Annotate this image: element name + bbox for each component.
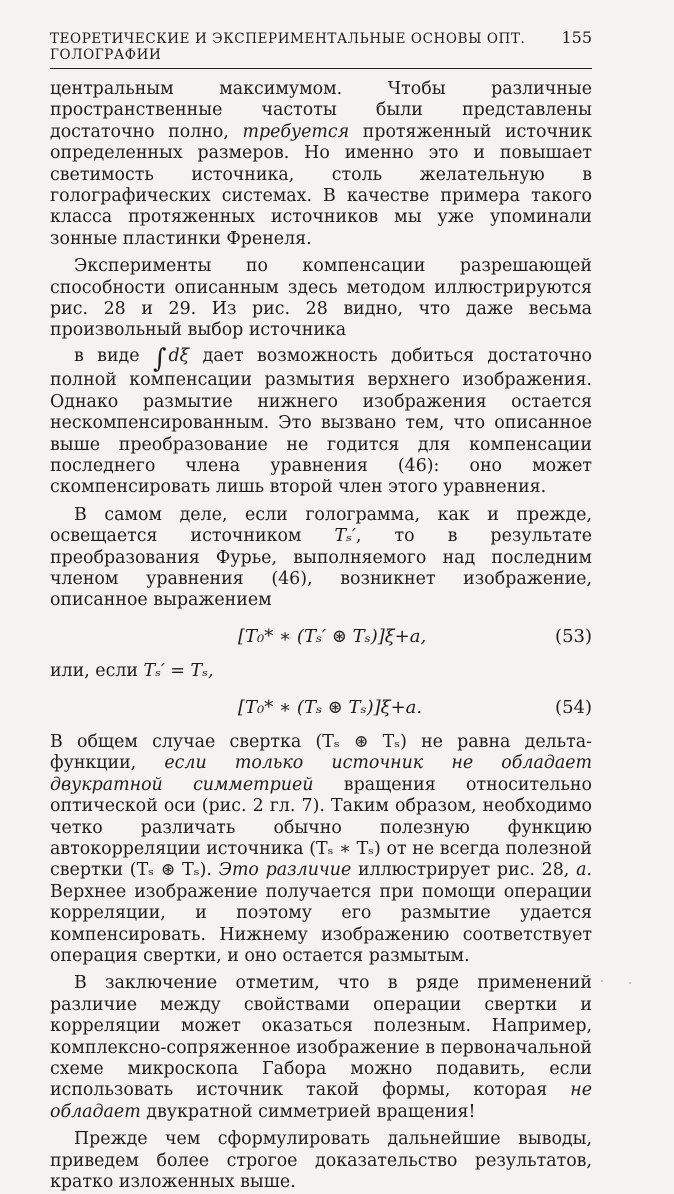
- equation-53: [50, 626, 592, 647]
- integral-differential: dξ: [168, 345, 190, 366]
- emphasis-not-possess: не обладает: [50, 1080, 592, 1122]
- paragraph-6: Прежде чем сформулировать дальнейшие выводы, приведем более строгое доказательство результатов, кратко изложенных выше.: [50, 1129, 592, 1193]
- emphasis-difference: Это различие: [218, 860, 352, 881]
- equation-53-number: (53): [555, 625, 592, 647]
- running-title: ТЕОРЕТИЧЕСКИЕ И ЭКСПЕРИМЕНТАЛЬНЫЕ ОСНОВЫ ОПТ. ГОЛОГРАФИИ: [50, 31, 526, 63]
- equation-54-number: (54): [555, 696, 592, 718]
- equation-54: [50, 697, 592, 718]
- emphasis-requires: требуется: [242, 121, 350, 142]
- paper-speck: [601, 980, 603, 982]
- page-number: 155: [561, 28, 592, 47]
- paragraph-3: В самом деле, если голограмма, как и прежде, освещается источником Tₛ′, то в результате преобразования Фурье, выполняемого над последним членом уравнения (46), возникнет изображение, описанное выражением: [50, 504, 592, 611]
- integral-sign: ∫: [152, 343, 167, 374]
- equation-53-expression: [T₀* ∗ (Tₛ′ ⊛ Tₛ)]ξ+a,: [238, 625, 427, 647]
- integral-line: в виде ∫ dξ дает возможность добиться достаточно полной компенсации размытия верхнего изображения. Однако размытие нижнего изображения остается нескомпенсированным. Это вызвано тем, что описанное выше преобразование не годится для компенсации последнего члена уравнения (46): оно может скомпенсировать лишь второй член этого уравнения.: [50, 343, 592, 498]
- paragraph-4: В общем случае свертка (Tₛ ⊛ Tₛ) не равна дельта-функции, если только источник не обладает двукратной симметрией вращения относительно оптической оси (рис. 2 гл. 7). Таким образом, необходимо четко различать обычно полезную функцию автокорреляции источника (Tₛ ∗ Tₛ) от не всегда полезной свертки (Tₛ ⊛ Tₛ). Это различие иллюстрирует рис. 28, а. Верхнее изображение получается при помощи операции корреляции, и поэтому его размытие удается компенсировать. Нижнему изображению соответствует операция свертки, и оно остается размытым.: [50, 731, 592, 967]
- paper-speck: [629, 982, 631, 984]
- paragraph-2: Эксперименты по компенсации разрешающей способности описанным здесь методом иллюстрируются рис. 28 и 29. Из рис. 28 видно, что даже весьма произвольный выбор источника в виде ∫ dξ дает возможность добиться достаточно полной компенсации размытия верхнего изображения. Однако размытие нижнего изображения остается нескомпенсированным. Это вызвано тем, что описанное выше преобразование не годится для компенсации последнего члена уравнения (46): оно может скомпенсировать лишь второй член этого уравнения.: [50, 256, 592, 498]
- equation-54-expression: [T₀* ∗ (Tₛ ⊛ Tₛ)]ξ+a.: [238, 696, 423, 718]
- between-equations: или, если Tₛ′ = Tₛ,: [50, 661, 214, 682]
- paragraph-5: В заключение отметим, что в ряде применений различие между свойствами операции свертки и корреляции может оказаться полезным. Например, комплексно-сопряженное изображение в первоначальной схеме микроскопа Габора можно подавить, если использовать источник такой формы, которая не обладает двукратной симметрией вращения!: [50, 973, 592, 1122]
- running-header: [50, 28, 592, 69]
- book-page: [50, 28, 592, 1194]
- emphasis-symmetry: если только источник не обладает двукратной симметрией: [50, 753, 592, 795]
- paragraph-1: центральным максимумом. Чтобы различные пространственные частоты были представлены достаточно полно, требуется протяженный источник определенных размеров. Но именно это и повышает светимость источника, столь желательную в голографических системах. В качестве примера такого класса протяженных источников мы уже упоминали зонные пластинки Френеля.: [50, 79, 592, 249]
- source-symbol: Tₛ′: [334, 526, 356, 547]
- body-text: [50, 79, 592, 1194]
